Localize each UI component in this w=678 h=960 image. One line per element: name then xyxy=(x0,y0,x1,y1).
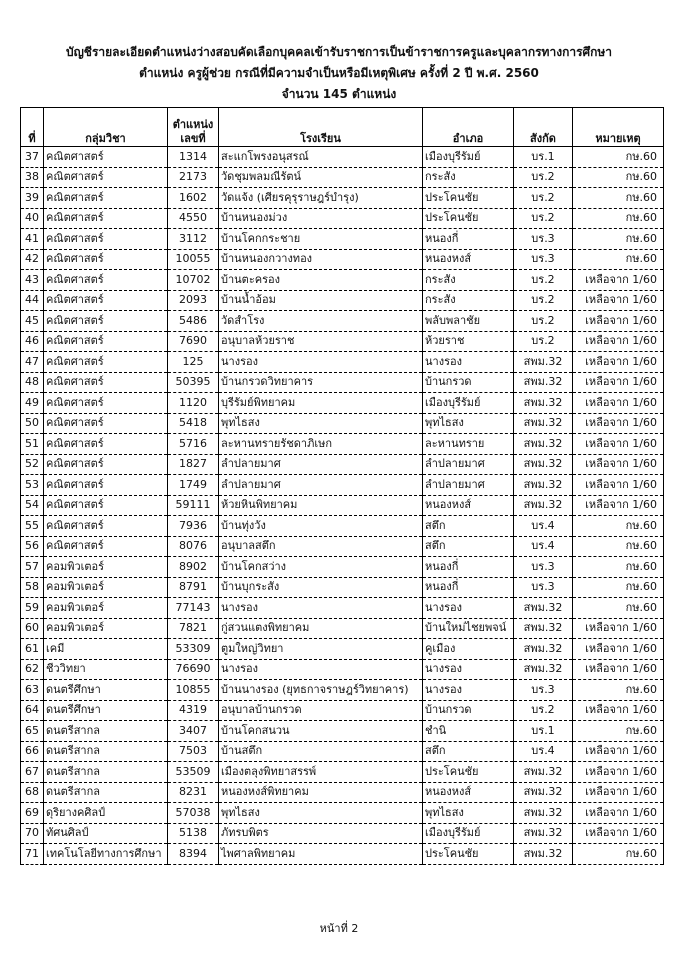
table-row xyxy=(21,413,664,434)
cell-no: 39 xyxy=(21,188,44,209)
cell-position-number: 10055 xyxy=(168,249,219,270)
cell-subject: คณิตศาสตร์ xyxy=(44,147,168,168)
cell-no: 66 xyxy=(21,741,44,762)
table-row xyxy=(21,639,664,660)
cell-no: 70 xyxy=(21,823,44,844)
cell-position-number: 77143 xyxy=(168,598,219,619)
cell-school: บ้านน้ำอ้อม xyxy=(219,290,423,311)
cell-no: 59 xyxy=(21,598,44,619)
cell-no: 55 xyxy=(21,516,44,537)
cell-no: 45 xyxy=(21,311,44,332)
cell-note: เหลือจาก 1/60 xyxy=(573,434,664,455)
cell-subject: คณิตศาสตร์ xyxy=(44,372,168,393)
cell-position-number: 2173 xyxy=(168,167,219,188)
cell-district: ละหานทราย xyxy=(423,434,514,455)
cell-affiliation: บร.2 xyxy=(514,311,573,332)
table-row xyxy=(21,454,664,475)
cell-district: หนองหงส์ xyxy=(423,782,514,803)
cell-affiliation: บร.2 xyxy=(514,208,573,229)
cell-no: 69 xyxy=(21,803,44,824)
table-row xyxy=(21,393,664,414)
table-row xyxy=(21,557,664,578)
cell-subject: เคมี xyxy=(44,639,168,660)
cell-position-number: 8791 xyxy=(168,577,219,598)
cell-position-number: 3407 xyxy=(168,721,219,742)
cell-note: เหลือจาก 1/60 xyxy=(573,741,664,762)
cell-subject: คอมพิวเตอร์ xyxy=(44,577,168,598)
cell-school: นางรอง xyxy=(219,659,423,680)
cell-district: ประโคนชัย xyxy=(423,844,514,865)
cell-note: เหลือจาก 1/60 xyxy=(573,803,664,824)
cell-subject: คณิตศาสตร์ xyxy=(44,352,168,373)
cell-subject: ดนตรีสากล xyxy=(44,741,168,762)
cell-district: ชำนิ xyxy=(423,721,514,742)
cell-note: กษ.60 xyxy=(573,188,664,209)
cell-school: บ้านโคกสนวน xyxy=(219,721,423,742)
cell-subject: คณิตศาสตร์ xyxy=(44,536,168,557)
cell-district: ลำปลายมาศ xyxy=(423,475,514,496)
cell-position-number: 7690 xyxy=(168,331,219,352)
cell-position-number: 10702 xyxy=(168,270,219,291)
table-row xyxy=(21,516,664,537)
cell-affiliation: สพม.32 xyxy=(514,352,573,373)
cell-subject: ดนตรีสากล xyxy=(44,782,168,803)
cell-subject: คณิตศาสตร์ xyxy=(44,188,168,209)
cell-affiliation: บร.3 xyxy=(514,557,573,578)
cell-no: 46 xyxy=(21,331,44,352)
cell-no: 53 xyxy=(21,475,44,496)
cell-school: พุทไธสง xyxy=(219,803,423,824)
cell-district: เมืองบุรีรัมย์ xyxy=(423,147,514,168)
cell-note: กษ.60 xyxy=(573,598,664,619)
column-header-school: โรงเรียน xyxy=(219,108,423,147)
cell-subject: เทคโนโลยีทางการศึกษา xyxy=(44,844,168,865)
cell-no: 49 xyxy=(21,393,44,414)
cell-school: บ้านทุ่งวัง xyxy=(219,516,423,537)
table-row xyxy=(21,167,664,188)
cell-affiliation: บร.1 xyxy=(514,147,573,168)
cell-affiliation: สพม.32 xyxy=(514,434,573,455)
cell-note: กษ.60 xyxy=(573,167,664,188)
cell-school: สะแกโพรงอนุสรณ์ xyxy=(219,147,423,168)
cell-affiliation: สพม.32 xyxy=(514,372,573,393)
cell-school: ภัทรบพิตร xyxy=(219,823,423,844)
cell-school: เมืองตลุงพิทยาสรรพ์ xyxy=(219,762,423,783)
cell-subject: คอมพิวเตอร์ xyxy=(44,618,168,639)
cell-position-number: 53309 xyxy=(168,639,219,660)
cell-affiliation: สพม.32 xyxy=(514,598,573,619)
cell-position-number: 8076 xyxy=(168,536,219,557)
column-header-subject: กลุ่มวิชา xyxy=(44,108,168,147)
cell-note: เหลือจาก 1/60 xyxy=(573,639,664,660)
cell-subject: ดนตรีสากล xyxy=(44,762,168,783)
table-row xyxy=(21,352,664,373)
table-body xyxy=(21,147,664,865)
cell-affiliation: บร.2 xyxy=(514,167,573,188)
cell-district: กระสัง xyxy=(423,167,514,188)
table-row xyxy=(21,290,664,311)
cell-affiliation: สพม.32 xyxy=(514,659,573,680)
cell-position-number: 5418 xyxy=(168,413,219,434)
cell-no: 43 xyxy=(21,270,44,291)
cell-no: 48 xyxy=(21,372,44,393)
cell-school: บ้านหนองม่วง xyxy=(219,208,423,229)
cell-no: 63 xyxy=(21,680,44,701)
cell-subject: คณิตศาสตร์ xyxy=(44,454,168,475)
cell-district: ประโคนชัย xyxy=(423,188,514,209)
cell-affiliation: สพม.32 xyxy=(514,393,573,414)
cell-affiliation: บร.2 xyxy=(514,188,573,209)
cell-no: 56 xyxy=(21,536,44,557)
table-row xyxy=(21,721,664,742)
cell-no: 51 xyxy=(21,434,44,455)
cell-position-number: 5138 xyxy=(168,823,219,844)
cell-note: กษ.60 xyxy=(573,229,664,250)
cell-no: 62 xyxy=(21,659,44,680)
cell-school: นางรอง xyxy=(219,352,423,373)
cell-note: เหลือจาก 1/60 xyxy=(573,495,664,516)
cell-subject: คณิตศาสตร์ xyxy=(44,413,168,434)
cell-no: 61 xyxy=(21,639,44,660)
cell-district: หนองกี่ xyxy=(423,229,514,250)
cell-position-number: 5716 xyxy=(168,434,219,455)
cell-position-number: 7936 xyxy=(168,516,219,537)
cell-position-number: 8231 xyxy=(168,782,219,803)
cell-school: พุทไธสง xyxy=(219,413,423,434)
cell-no: 47 xyxy=(21,352,44,373)
cell-note: เหลือจาก 1/60 xyxy=(573,782,664,803)
cell-no: 60 xyxy=(21,618,44,639)
cell-subject: คณิตศาสตร์ xyxy=(44,475,168,496)
cell-district: นางรอง xyxy=(423,680,514,701)
cell-district: ประโคนชัย xyxy=(423,208,514,229)
cell-position-number: 8902 xyxy=(168,557,219,578)
cell-school: วัดแจ้ง (เศียรคุรุราษฎร์บำรุง) xyxy=(219,188,423,209)
page-number: หน้าที่ 2 xyxy=(319,922,359,935)
cell-district: เมืองบุรีรัมย์ xyxy=(423,393,514,414)
cell-school: บ้านกรวดวิทยาคาร xyxy=(219,372,423,393)
cell-affiliation: สพม.32 xyxy=(514,803,573,824)
cell-no: 41 xyxy=(21,229,44,250)
cell-subject: คณิตศาสตร์ xyxy=(44,208,168,229)
cell-note: เหลือจาก 1/60 xyxy=(573,311,664,332)
column-header-affiliation: สังกัด xyxy=(514,108,573,147)
cell-note: เหลือจาก 1/60 xyxy=(573,372,664,393)
cell-district: หนองกี่ xyxy=(423,557,514,578)
cell-subject: คณิตศาสตร์ xyxy=(44,516,168,537)
cell-note: กษ.60 xyxy=(573,208,664,229)
cell-note: เหลือจาก 1/60 xyxy=(573,290,664,311)
position-count: จำนวน 145 ตำแหน่ง xyxy=(281,87,397,101)
cell-district: ลำปลายมาศ xyxy=(423,454,514,475)
cell-affiliation: สพม.32 xyxy=(514,639,573,660)
cell-no: 38 xyxy=(21,167,44,188)
cell-position-number: 1749 xyxy=(168,475,219,496)
cell-district: หนองหงส์ xyxy=(423,495,514,516)
table-row xyxy=(21,311,664,332)
cell-subject: ทัศนศิลป์ xyxy=(44,823,168,844)
cell-no: 64 xyxy=(21,700,44,721)
cell-affiliation: สพม.32 xyxy=(514,413,573,434)
cell-position-number: 7503 xyxy=(168,741,219,762)
cell-no: 40 xyxy=(21,208,44,229)
cell-affiliation: บร.2 xyxy=(514,700,573,721)
cell-position-number: 1602 xyxy=(168,188,219,209)
cell-district: สตึก xyxy=(423,516,514,537)
table-row xyxy=(21,823,664,844)
document-title: บัญชีรายละเอียดตำแหน่งว่างสอบคัดเลือกบุคคลเข้ารับราชการเป็นข้าราชการครูและบุคลากรทางการศึกษา xyxy=(65,45,613,59)
cell-school: บ้านโคกกระชาย xyxy=(219,229,423,250)
cell-affiliation: บร.3 xyxy=(514,577,573,598)
cell-note: เหลือจาก 1/60 xyxy=(573,270,664,291)
cell-subject: คณิตศาสตร์ xyxy=(44,393,168,414)
cell-position-number: 3112 xyxy=(168,229,219,250)
table-row xyxy=(21,229,664,250)
cell-affiliation: สพม.32 xyxy=(514,454,573,475)
cell-note: เหลือจาก 1/60 xyxy=(573,618,664,639)
table-row xyxy=(21,188,664,209)
column-header-district: อำเภอ xyxy=(423,108,514,147)
cell-district: พุทไธสง xyxy=(423,413,514,434)
cell-school: บุรีรัมย์พิทยาคม xyxy=(219,393,423,414)
cell-school: นางรอง xyxy=(219,598,423,619)
cell-district: สตึก xyxy=(423,536,514,557)
cell-subject: คณิตศาสตร์ xyxy=(44,311,168,332)
cell-no: 58 xyxy=(21,577,44,598)
cell-school: ละหานทรายรัชดาภิเษก xyxy=(219,434,423,455)
cell-note: เหลือจาก 1/60 xyxy=(573,454,664,475)
cell-school: อนุบาลสตึก xyxy=(219,536,423,557)
cell-district: บ้านกรวด xyxy=(423,700,514,721)
column-header-position-top: ตำแหน่ง xyxy=(172,118,214,131)
cell-affiliation: บร.1 xyxy=(514,721,573,742)
table-row xyxy=(21,598,664,619)
cell-position-number: 76690 xyxy=(168,659,219,680)
cell-position-number: 1120 xyxy=(168,393,219,414)
table-row xyxy=(21,536,664,557)
cell-position-number: 53509 xyxy=(168,762,219,783)
cell-note: กษ.60 xyxy=(573,249,664,270)
cell-note: กษ.60 xyxy=(573,577,664,598)
cell-district: พลับพลาชัย xyxy=(423,311,514,332)
cell-note: กษ.60 xyxy=(573,557,664,578)
cell-affiliation: สพม.32 xyxy=(514,823,573,844)
cell-school: ห้วยหินพิทยาคม xyxy=(219,495,423,516)
cell-note: เหลือจาก 1/60 xyxy=(573,331,664,352)
cell-affiliation: บร.2 xyxy=(514,290,573,311)
table-row xyxy=(21,659,664,680)
cell-school: บ้านสตึก xyxy=(219,741,423,762)
column-header-position xyxy=(168,108,219,147)
cell-no: 37 xyxy=(21,147,44,168)
cell-district: นางรอง xyxy=(423,352,514,373)
table-row xyxy=(21,147,664,168)
table-row xyxy=(21,782,664,803)
table-row xyxy=(21,741,664,762)
cell-affiliation: สพม.32 xyxy=(514,782,573,803)
cell-position-number: 8394 xyxy=(168,844,219,865)
cell-district: สตึก xyxy=(423,741,514,762)
cell-position-number: 4319 xyxy=(168,700,219,721)
cell-school: บ้านโคกสว่าง xyxy=(219,557,423,578)
table-row xyxy=(21,475,664,496)
cell-subject: ดุริยางคศิลป์ xyxy=(44,803,168,824)
table-row xyxy=(21,208,664,229)
cell-subject: คณิตศาสตร์ xyxy=(44,290,168,311)
table-row xyxy=(21,577,664,598)
column-header-note: หมายเหตุ xyxy=(573,108,664,147)
cell-position-number: 2093 xyxy=(168,290,219,311)
cell-school: ตูมใหญ่วิทยา xyxy=(219,639,423,660)
cell-note: กษ.60 xyxy=(573,721,664,742)
cell-school: บ้านบุกระสัง xyxy=(219,577,423,598)
cell-position-number: 5486 xyxy=(168,311,219,332)
cell-position-number: 125 xyxy=(168,352,219,373)
cell-note: เหลือจาก 1/60 xyxy=(573,352,664,373)
cell-position-number: 59111 xyxy=(168,495,219,516)
cell-affiliation: บร.3 xyxy=(514,229,573,250)
cell-school: ลำปลายมาศ xyxy=(219,454,423,475)
cell-no: 71 xyxy=(21,844,44,865)
cell-note: กษ.60 xyxy=(573,680,664,701)
cell-position-number: 7821 xyxy=(168,618,219,639)
table-row xyxy=(21,270,664,291)
cell-district: พุทไธสง xyxy=(423,803,514,824)
cell-position-number: 1827 xyxy=(168,454,219,475)
cell-affiliation: บร.4 xyxy=(514,536,573,557)
cell-school: บ้านนางรอง (ยุทธกาจราษฎร์วิทยาคาร) xyxy=(219,680,423,701)
cell-note: เหลือจาก 1/60 xyxy=(573,475,664,496)
cell-position-number: 4550 xyxy=(168,208,219,229)
cell-district: คูเมือง xyxy=(423,639,514,660)
table-row xyxy=(21,803,664,824)
cell-note: กษ.60 xyxy=(573,147,664,168)
cell-note: กษ.60 xyxy=(573,516,664,537)
table-row xyxy=(21,249,664,270)
cell-school: ลำปลายมาศ xyxy=(219,475,423,496)
cell-affiliation: สพม.32 xyxy=(514,475,573,496)
table-row xyxy=(21,700,664,721)
cell-note: กษ.60 xyxy=(573,536,664,557)
cell-school: บ้านตะครอง xyxy=(219,270,423,291)
cell-school: กู่สวนแตงพิทยาคม xyxy=(219,618,423,639)
document-header xyxy=(0,42,678,105)
cell-school: หนองหงส์พิทยาคม xyxy=(219,782,423,803)
cell-school: ไพศาลพิทยาคม xyxy=(219,844,423,865)
cell-district: กระสัง xyxy=(423,270,514,291)
cell-affiliation: สพม.32 xyxy=(514,495,573,516)
cell-no: 67 xyxy=(21,762,44,783)
cell-note: เหลือจาก 1/60 xyxy=(573,413,664,434)
cell-note: เหลือจาก 1/60 xyxy=(573,393,664,414)
cell-district: เมืองบุรีรัมย์ xyxy=(423,823,514,844)
cell-district: หนองหงส์ xyxy=(423,249,514,270)
cell-no: 50 xyxy=(21,413,44,434)
cell-subject: คณิตศาสตร์ xyxy=(44,331,168,352)
cell-affiliation: บร.4 xyxy=(514,741,573,762)
cell-no: 57 xyxy=(21,557,44,578)
cell-subject: คณิตศาสตร์ xyxy=(44,249,168,270)
cell-school: วัดสำโรง xyxy=(219,311,423,332)
cell-affiliation: บร.3 xyxy=(514,680,573,701)
cell-district: ห้วยราช xyxy=(423,331,514,352)
table-row xyxy=(21,434,664,455)
table-header-row xyxy=(21,108,664,147)
cell-subject: ดนตรีศึกษา xyxy=(44,700,168,721)
cell-district: นางรอง xyxy=(423,659,514,680)
cell-affiliation: บร.3 xyxy=(514,249,573,270)
cell-subject: ชีววิทยา xyxy=(44,659,168,680)
cell-position-number: 1314 xyxy=(168,147,219,168)
column-header-no: ที่ xyxy=(21,108,44,147)
table-row xyxy=(21,618,664,639)
cell-subject: คอมพิวเตอร์ xyxy=(44,598,168,619)
cell-note: เหลือจาก 1/60 xyxy=(573,700,664,721)
cell-affiliation: สพม.32 xyxy=(514,762,573,783)
cell-subject: ดนตรีสากล xyxy=(44,721,168,742)
cell-affiliation: สพม.32 xyxy=(514,618,573,639)
cell-no: 68 xyxy=(21,782,44,803)
cell-note: เหลือจาก 1/60 xyxy=(573,659,664,680)
table-row xyxy=(21,495,664,516)
cell-affiliation: บร.2 xyxy=(514,331,573,352)
cell-subject: คณิตศาสตร์ xyxy=(44,167,168,188)
cell-no: 44 xyxy=(21,290,44,311)
cell-school: บ้านหนองกวางทอง xyxy=(219,249,423,270)
cell-subject: คณิตศาสตร์ xyxy=(44,495,168,516)
cell-position-number: 10855 xyxy=(168,680,219,701)
cell-district: บ้านกรวด xyxy=(423,372,514,393)
cell-no: 65 xyxy=(21,721,44,742)
table-row xyxy=(21,844,664,865)
cell-affiliation: บร.2 xyxy=(514,270,573,291)
cell-no: 54 xyxy=(21,495,44,516)
table-row xyxy=(21,680,664,701)
cell-affiliation: สพม.32 xyxy=(514,844,573,865)
table-row xyxy=(21,331,664,352)
cell-school: อนุบาลบ้านกรวด xyxy=(219,700,423,721)
cell-note: เหลือจาก 1/60 xyxy=(573,762,664,783)
cell-district: กระสัง xyxy=(423,290,514,311)
cell-position-number: 57038 xyxy=(168,803,219,824)
column-header-position-bottom: เลขที่ xyxy=(180,132,206,145)
cell-district: บ้านใหม่ไชยพจน์ xyxy=(423,618,514,639)
cell-subject: คณิตศาสตร์ xyxy=(44,270,168,291)
cell-district: นางรอง xyxy=(423,598,514,619)
cell-no: 42 xyxy=(21,249,44,270)
document-subtitle: ตำแหน่ง ครูผู้ช่วย กรณีที่มีความจำเป็นหรือมีเหตุพิเศษ ครั้งที่ 2 ปี พ.ศ. 2560 xyxy=(139,66,539,80)
cell-district: ประโคนชัย xyxy=(423,762,514,783)
cell-position-number: 50395 xyxy=(168,372,219,393)
cell-subject: คณิตศาสตร์ xyxy=(44,434,168,455)
cell-note: เหลือจาก 1/60 xyxy=(573,823,664,844)
cell-no: 52 xyxy=(21,454,44,475)
cell-note: กษ.60 xyxy=(573,844,664,865)
vacancy-table xyxy=(20,107,664,865)
cell-school: อนุบาลห้วยราช xyxy=(219,331,423,352)
table-row xyxy=(21,762,664,783)
cell-subject: คณิตศาสตร์ xyxy=(44,229,168,250)
cell-subject: คอมพิวเตอร์ xyxy=(44,557,168,578)
table-row xyxy=(21,372,664,393)
cell-subject: ดนตรีศึกษา xyxy=(44,680,168,701)
cell-school: วัดชุมพลมณีรัตน์ xyxy=(219,167,423,188)
cell-district: หนองกี่ xyxy=(423,577,514,598)
cell-affiliation: บร.4 xyxy=(514,516,573,537)
